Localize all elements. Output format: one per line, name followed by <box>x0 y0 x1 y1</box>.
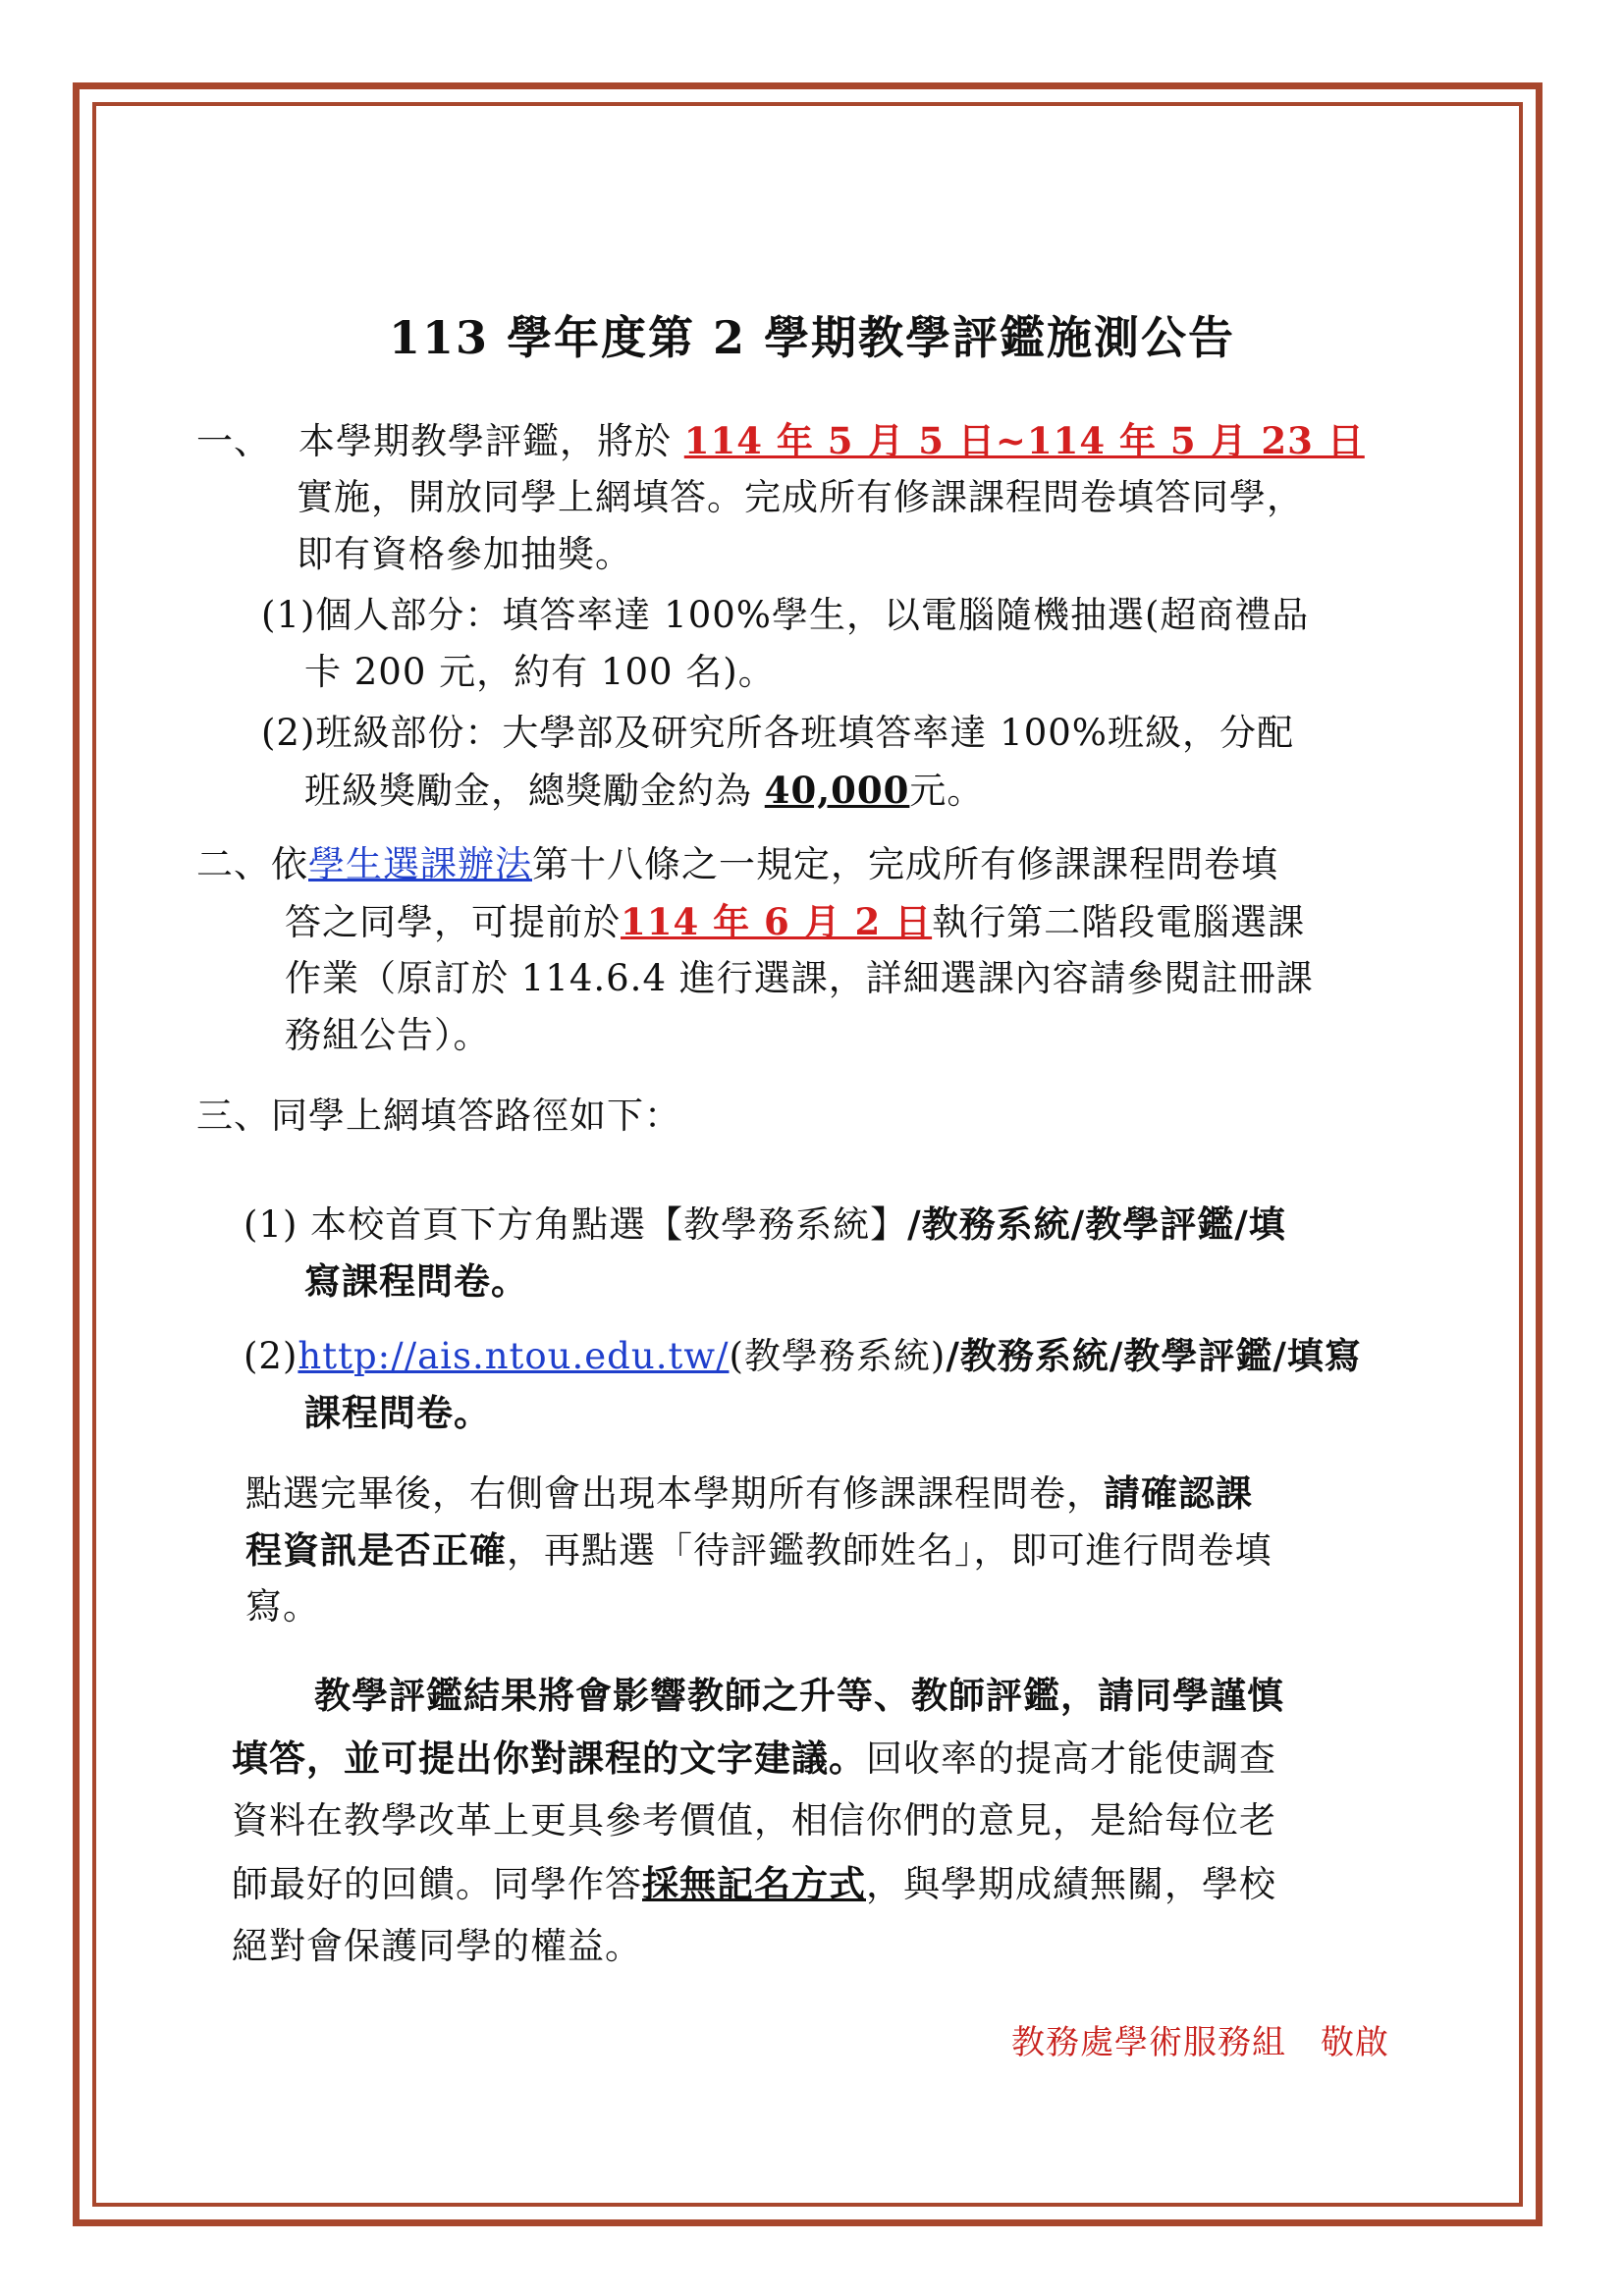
closing-line4-post: ，與學期成績無關，學校 <box>866 1863 1276 1905</box>
section2-line1-post: 第十八條之一規定，完成所有修課課程問卷填 <box>532 843 1278 885</box>
section1-item2-pre: 班級獎勵金，總獎勵金約為 <box>304 770 752 812</box>
page-title: 113 學年度第 2 學期教學評鑑施測公告 <box>388 311 1236 364</box>
section1-intro: 本學期教學評鑑，將於 <box>298 420 672 462</box>
note-line1-pre: 點選完畢後，右側會出現本學期所有修課課程問卷， <box>245 1472 1104 1515</box>
section1-item1-line1: (1)個人部分：填答率達 100%學生，以電腦隨機抽選(超商禮品 <box>261 594 1310 636</box>
path2-prefix: (2) <box>244 1335 298 1377</box>
path1-line2: 寫課程問卷。 <box>304 1259 528 1303</box>
closing-line2 <box>232 1730 1276 1788</box>
path2-line2: 課程問卷。 <box>304 1391 491 1434</box>
section1-line3: 即有資格參加抽獎。 <box>297 533 632 575</box>
section2-line3: 作業（原訂於 114.6.4 進行選課，詳細選課內容請參閱註冊課 <box>285 957 1314 999</box>
note-line3: 寫。 <box>245 1585 320 1628</box>
note-line1 <box>245 1465 1253 1522</box>
closing-line2-bold: 填答，並可提出你對課程的文字建議。 <box>232 1736 866 1780</box>
section2-line4: 務組公告）。 <box>285 1014 491 1056</box>
closing-line1: 教學評鑑結果將會影響教師之升等、教師評鑑，請同學謹慎 <box>314 1674 1284 1717</box>
section1-item2-post: 元。 <box>909 770 985 812</box>
note-line1-bold: 請確認課 <box>1104 1471 1253 1515</box>
closing-line4-pre: 師最好的回饋。同學作答 <box>232 1863 642 1905</box>
path2-mid: (教學務系統) <box>729 1335 947 1377</box>
note-line2 <box>245 1522 1272 1579</box>
signature: 教務處學術服務組 敬啟 <box>1011 2023 1389 2062</box>
section2-line2-pre: 答之同學，可提前於 <box>285 901 621 943</box>
path2-line1 <box>244 1327 1362 1385</box>
evaluation-dates: 114 年 5 月 5 日~114 年 5 月 23 日 <box>683 419 1365 462</box>
early-selection-date: 114 年 6 月 2 日 <box>621 900 933 943</box>
reward-amount: 40,000 <box>764 769 910 812</box>
course-selection-rules-link[interactable]: 學生選課辦法 <box>308 843 532 885</box>
closing-line4 <box>232 1855 1276 1913</box>
section1-item2-line2 <box>304 762 984 820</box>
note-line2-post: ，再點選「待評鑑教師姓名」，即可進行問卷填 <box>507 1529 1272 1572</box>
path2-bold: /教務系統/教學評鑑/填寫 <box>946 1334 1362 1377</box>
ais-system-link[interactable]: http://ais.ntou.edu.tw/ <box>298 1335 730 1377</box>
section1-item2-line1: (2)班級部份：大學部及研究所各班填答率達 100%班級，分配 <box>261 712 1294 754</box>
note-line2-bold: 程資訊是否正確 <box>245 1528 507 1572</box>
section2-line2-post: 執行第二階段電腦選課 <box>932 901 1306 943</box>
path1-pre: (1) 本校首頁下方角點選【教學務系統】 <box>244 1203 908 1246</box>
section3-heading: 三、同學上網填答路徑如下： <box>196 1095 681 1137</box>
section2-line2 <box>285 893 1305 951</box>
section1-item1-line2: 卡 200 元，約有 100 名)。 <box>304 651 776 693</box>
section1-line1 <box>196 412 1365 470</box>
closing-line2-post: 回收率的提高才能使調查 <box>866 1737 1276 1780</box>
closing-line3: 資料在教學改革上更具參考價值，相信你們的意見，是給每位老 <box>232 1799 1276 1842</box>
anonymous-notice: 採無記名方式 <box>642 1862 866 1905</box>
path1-bold: /教務系統/教學評鑑/填 <box>907 1202 1286 1246</box>
section2-line1 <box>196 836 1278 893</box>
path1-line1 <box>244 1196 1286 1254</box>
closing-line5: 絕對會保護同學的權益。 <box>232 1925 642 1967</box>
section1-marker: 一、 <box>196 420 271 462</box>
section2-prefix: 二、依 <box>196 843 308 885</box>
section1-line2: 實施，開放同學上網填答。完成所有修課課程問卷填答同學， <box>297 476 1304 518</box>
